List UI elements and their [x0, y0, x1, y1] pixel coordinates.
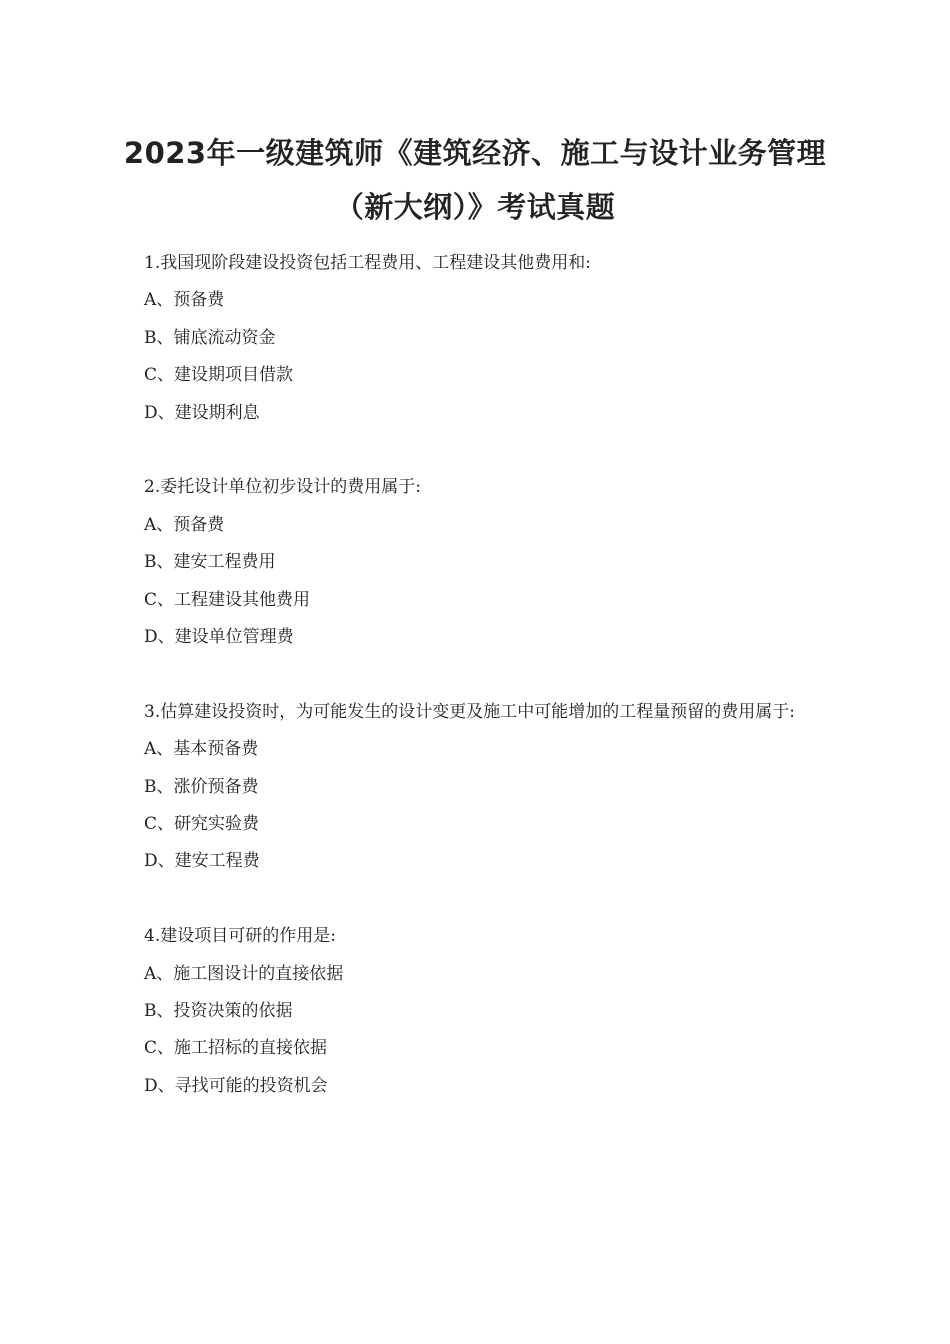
question-text: 2.委托设计单位初步设计的费用属于:: [144, 477, 421, 498]
option-d: D、建安工程费: [144, 851, 260, 872]
option-a: A、预备费: [144, 290, 225, 311]
option-c: C、工程建设其他费用: [144, 589, 311, 610]
option-b: B、建安工程费用: [144, 552, 276, 573]
option-c: C、施工招标的直接依据: [144, 1038, 328, 1059]
option-a: A、基本预备费: [144, 739, 259, 760]
question-3: [144, 694, 809, 881]
question-text: 4.建设项目可研的作用是:: [144, 926, 336, 947]
option-b: B、涨价预备费: [144, 776, 259, 797]
question-text: 1.我国现阶段建设投资包括工程费用、工程建设其他费用和:: [144, 253, 591, 273]
question-1: [144, 245, 809, 432]
option-b: B、投资决策的依据: [144, 1001, 293, 1022]
question-4: [144, 918, 809, 1105]
option-a: A、施工图设计的直接依据: [144, 963, 344, 984]
question-list: [144, 245, 809, 1105]
option-d: D、建设单位管理费: [144, 627, 294, 648]
document-title: 2023年一级建筑师《建筑经济、施工与设计业务管理（新大纲）》考试真题: [123, 136, 827, 224]
question-2: [144, 469, 809, 656]
option-c: C、研究实验费: [144, 814, 260, 835]
option-c: C、建设期项目借款: [144, 365, 294, 386]
option-b: B、铺底流动资金: [144, 327, 276, 348]
option-d: D、寻找可能的投资机会: [144, 1075, 328, 1096]
question-text: 3.估算建设投资时，为可能发生的设计变更及施工中可能增加的工程量预留的费用属于:: [144, 701, 795, 722]
option-a: A、预备费: [144, 514, 225, 535]
option-d: D、建设期利息: [144, 402, 260, 423]
